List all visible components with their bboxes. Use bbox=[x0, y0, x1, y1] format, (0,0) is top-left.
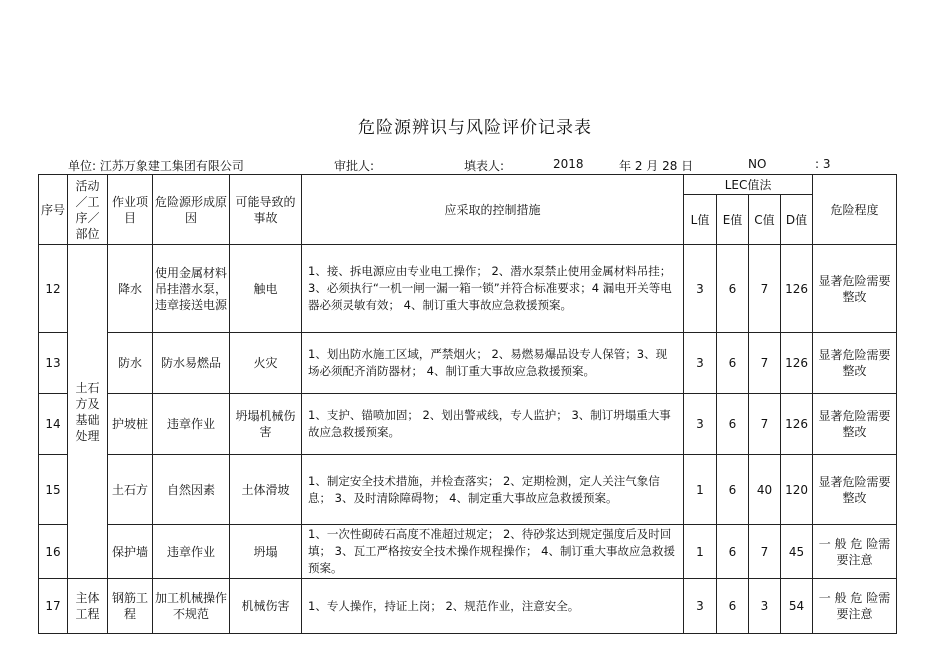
cell-measures: 1、一次性砌砖石高度不准超过规定； 2、待砂浆达到规定强度后及时回填； 3、瓦工严格按安全技术操作规程操作； 4、制订重大事故应急救援预案。 bbox=[302, 525, 684, 579]
cell-measures: 1、接、拆电源应由专业电工操作； 2、潜水泵禁止使用金属材料吊挂；3、必须执行“一机一闸一漏一箱一锁”并符合标准要求；4 漏电开关等电器必须灵敏有效； 4、制订重大事故应急救援预案。 bbox=[302, 245, 684, 333]
year-value: 2018 bbox=[553, 157, 584, 171]
header-l: L值 bbox=[684, 195, 717, 245]
cell-activity-group: 土石方及基础处理 bbox=[68, 245, 108, 579]
risk-table bbox=[38, 174, 897, 634]
cell-cause: 违章作业 bbox=[153, 394, 230, 455]
cell-seq: 13 bbox=[39, 333, 68, 394]
cell-l: 3 bbox=[684, 394, 717, 455]
cell-cause: 使用金属材料吊挂潜水泵，违章接送电源 bbox=[153, 245, 230, 333]
cell-e: 6 bbox=[717, 394, 749, 455]
no-label: NO bbox=[748, 157, 767, 171]
header-c: C值 bbox=[749, 195, 781, 245]
no-value: : 3 bbox=[815, 157, 831, 171]
cell-c: 7 bbox=[749, 394, 781, 455]
header-seq: 序号 bbox=[39, 175, 68, 245]
cell-d: 126 bbox=[781, 394, 813, 455]
cell-c: 7 bbox=[749, 333, 781, 394]
header-item: 作业项目 bbox=[108, 175, 153, 245]
cell-seq: 16 bbox=[39, 525, 68, 579]
cell-e: 6 bbox=[717, 455, 749, 525]
cell-e: 6 bbox=[717, 579, 749, 634]
cell-seq: 14 bbox=[39, 394, 68, 455]
cell-item: 护坡桩 bbox=[108, 394, 153, 455]
cell-accident: 触电 bbox=[230, 245, 302, 333]
cell-seq: 17 bbox=[39, 579, 68, 634]
header-cause: 危险源形成原因 bbox=[153, 175, 230, 245]
table-row bbox=[39, 455, 897, 525]
cell-level: 显著危险需要整改 bbox=[813, 394, 897, 455]
cell-seq: 12 bbox=[39, 245, 68, 333]
cell-item: 防水 bbox=[108, 333, 153, 394]
cell-l: 1 bbox=[684, 455, 717, 525]
cell-cause: 加工机械操作不规范 bbox=[153, 579, 230, 634]
cell-cause: 防水易燃品 bbox=[153, 333, 230, 394]
unit-label: 单位: 江苏万象建工集团有限公司 bbox=[68, 159, 244, 173]
cell-level: 显著危险需要整改 bbox=[813, 333, 897, 394]
cell-d: 45 bbox=[781, 525, 813, 579]
cell-e: 6 bbox=[717, 245, 749, 333]
header-level: 危险程度 bbox=[813, 175, 897, 245]
header-accident: 可能导致的事故 bbox=[230, 175, 302, 245]
table-row bbox=[39, 525, 897, 579]
cell-level: 一 般 危 险需要注意 bbox=[813, 525, 897, 579]
header-e: E值 bbox=[717, 195, 749, 245]
cell-level: 一 般 危 险需要注意 bbox=[813, 579, 897, 634]
cell-item: 土石方 bbox=[108, 455, 153, 525]
cell-d: 126 bbox=[781, 333, 813, 394]
cell-accident: 土体滑坡 bbox=[230, 455, 302, 525]
cell-c: 40 bbox=[749, 455, 781, 525]
cell-accident: 机械伤害 bbox=[230, 579, 302, 634]
cell-accident: 火灾 bbox=[230, 333, 302, 394]
filler-label: 填表人: bbox=[464, 159, 505, 173]
cell-e: 6 bbox=[717, 333, 749, 394]
cell-item: 降水 bbox=[108, 245, 153, 333]
cell-measures: 1、划出防水施工区域，严禁烟火； 2、易燃易爆品设专人保管；3、现场必须配齐消防器材； 4、制订重大事故应急救援预案。 bbox=[302, 333, 684, 394]
cell-cause: 违章作业 bbox=[153, 525, 230, 579]
cell-measures: 1、专人操作，持证上岗； 2、规范作业，注意安全。 bbox=[302, 579, 684, 634]
cell-l: 3 bbox=[684, 579, 717, 634]
table-row bbox=[39, 333, 897, 394]
header-lec: LEC值法 bbox=[684, 175, 813, 195]
header-measures: 应采取的控制措施 bbox=[302, 175, 684, 245]
cell-item: 保护墙 bbox=[108, 525, 153, 579]
cell-c: 3 bbox=[749, 579, 781, 634]
cell-l: 3 bbox=[684, 333, 717, 394]
cell-accident: 坍塌 bbox=[230, 525, 302, 579]
table-row bbox=[39, 394, 897, 455]
cell-cause: 自然因素 bbox=[153, 455, 230, 525]
approver-label: 审批人: bbox=[334, 159, 375, 173]
cell-l: 3 bbox=[684, 245, 717, 333]
cell-c: 7 bbox=[749, 525, 781, 579]
cell-activity-group: 主体工程 bbox=[68, 579, 108, 634]
table-row bbox=[39, 245, 897, 333]
cell-d: 120 bbox=[781, 455, 813, 525]
page-title: 危险源辨识与风险评价记录表 bbox=[358, 118, 592, 138]
cell-accident: 坍塌机械伤害 bbox=[230, 394, 302, 455]
cell-item: 钢筋工程 bbox=[108, 579, 153, 634]
cell-d: 126 bbox=[781, 245, 813, 333]
date-value: 年 2 月 28 日 bbox=[619, 159, 694, 173]
header-activity: 活动／工序／部位 bbox=[68, 175, 108, 245]
header-d: D值 bbox=[781, 195, 813, 245]
table-row bbox=[39, 579, 897, 634]
cell-level: 显著危险需要整改 bbox=[813, 245, 897, 333]
cell-e: 6 bbox=[717, 525, 749, 579]
cell-d: 54 bbox=[781, 579, 813, 634]
cell-l: 1 bbox=[684, 525, 717, 579]
cell-measures: 1、制定安全技术措施，并检查落实； 2、定期检测，定人关注气象信息； 3、及时清除障碍物； 4、制定重大事故应急救援预案。 bbox=[302, 455, 684, 525]
cell-level: 显著危险需要整改 bbox=[813, 455, 897, 525]
cell-c: 7 bbox=[749, 245, 781, 333]
cell-measures: 1、支护、锚喷加固； 2、划出警戒线，专人监护； 3、制订坍塌重大事故应急救援预案。 bbox=[302, 394, 684, 455]
header-row bbox=[39, 175, 897, 195]
cell-seq: 15 bbox=[39, 455, 68, 525]
